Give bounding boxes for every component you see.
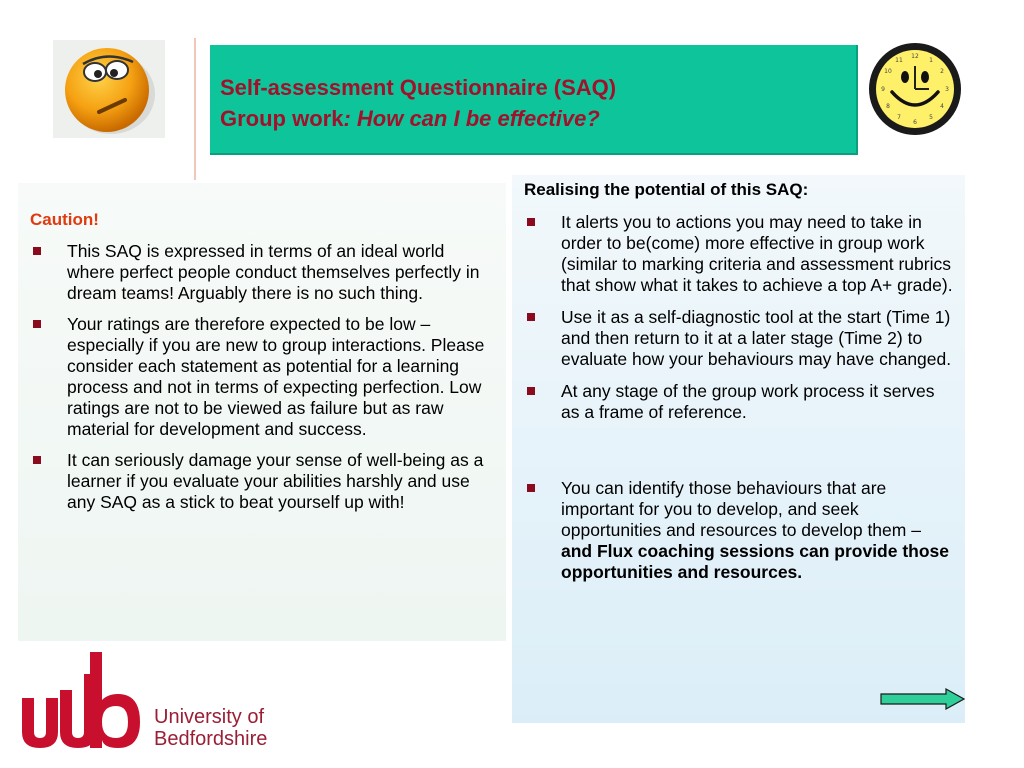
list-item	[30, 241, 494, 304]
list-item	[524, 212, 953, 296]
list-item-text: Your ratings are therefore expected to be low – especially if you are new to group interactions. Please consider each statement as potential for a learning process and not in terms of expecting perfection. Low ratings are not to be viewed as failure but as raw material for development and success.	[67, 314, 485, 439]
bullet-square-icon	[33, 456, 41, 464]
bullet-square-icon	[527, 218, 535, 226]
svg-text:11: 11	[895, 57, 903, 64]
page-title	[220, 72, 616, 134]
svg-text:8: 8	[886, 103, 890, 110]
caution-list	[30, 241, 494, 513]
list-item-text: It alerts you to actions you may need to take in order to be(come) more effective in group work (similar to marking criteria and assessment rubrics that show what it takes to achieve a top A+ grade).	[561, 212, 953, 295]
svg-text:3: 3	[945, 86, 949, 93]
svg-text:2: 2	[940, 68, 944, 75]
right-arrow-icon	[880, 688, 966, 710]
potential-heading: Realising the potential of this SAQ:	[524, 180, 809, 199]
svg-text:10: 10	[884, 68, 892, 75]
list-item-text: At any stage of the group work process it serves as a frame of reference.	[561, 381, 935, 422]
svg-text:6: 6	[913, 119, 917, 126]
caution-heading: Caution!	[30, 210, 99, 229]
bullet-square-icon	[33, 247, 41, 255]
list-item-text: It can seriously damage your sense of well-being as a learner if you evaluate your abilities harshly and use any SAQ as a stick to beat yourself up with!	[67, 450, 484, 512]
svg-text:5: 5	[929, 114, 933, 121]
title-box	[210, 45, 858, 155]
svg-text:1: 1	[929, 57, 933, 64]
list-item-text: Use it as a self-diagnostic tool at the start (Time 1) and then return to it at a later stage (Time 2) to evaluate how your behaviours may have changed.	[561, 307, 952, 369]
title-line-2-prefix: Group work	[220, 106, 344, 131]
list-item-text: You can identify those behaviours that are important for you to develop, and seek opportunities and resources to develop them –	[561, 478, 921, 540]
list-item	[524, 307, 953, 370]
list-item	[524, 478, 953, 583]
list-item	[30, 314, 494, 440]
university-logo-mark	[18, 650, 144, 750]
caution-panel	[18, 183, 506, 641]
bullet-square-icon	[527, 313, 535, 321]
svg-text:12: 12	[911, 53, 919, 60]
confused-smiley-icon	[53, 40, 165, 138]
potential-panel	[512, 175, 965, 723]
bullet-square-icon	[527, 484, 535, 492]
smiley-clock-icon	[866, 40, 964, 138]
university-logo-text	[154, 706, 267, 750]
list-item-text: This SAQ is expressed in terms of an ideal world where perfect people conduct themselves perfectly in dream teams! Arguably there is no such thing.	[67, 241, 480, 303]
list-item	[30, 450, 494, 513]
list-item-bold-text: and Flux coaching sessions can provide those opportunities and resources.	[561, 541, 950, 582]
svg-text:4: 4	[940, 103, 944, 110]
bullet-square-icon	[527, 387, 535, 395]
title-line-2-italic: : How can I be effective?	[343, 106, 600, 131]
svg-text:7: 7	[897, 114, 901, 121]
svg-text:9: 9	[881, 86, 885, 93]
bullet-square-icon	[33, 320, 41, 328]
title-line-1: Self-assessment Questionnaire (SAQ)	[220, 75, 617, 100]
list-item	[524, 381, 953, 423]
divider-line	[194, 38, 196, 180]
potential-list	[524, 212, 953, 583]
logo-line-2: Bedfordshire	[154, 728, 268, 750]
logo-line-1: University of	[154, 706, 265, 728]
